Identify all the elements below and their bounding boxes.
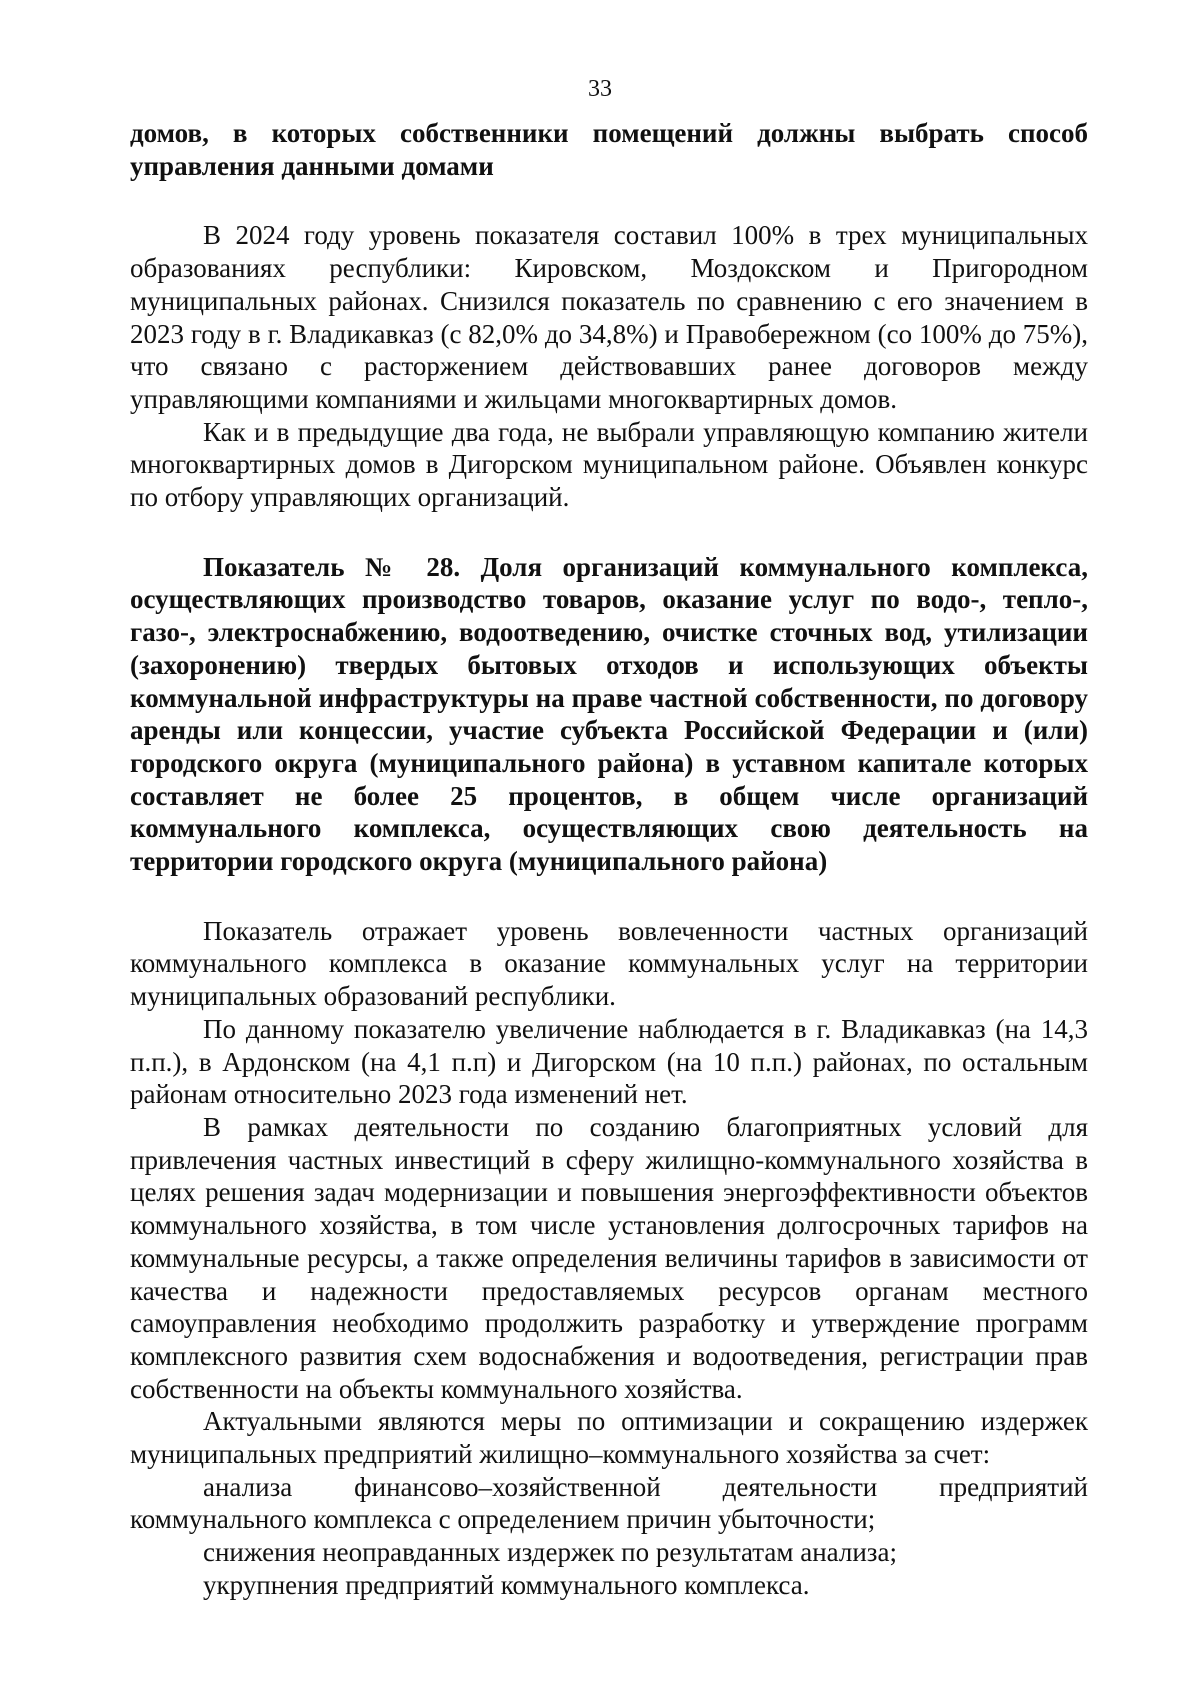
heading-continuation: домов, в которых собственники помещений должны выбрать способ управления данными домами (130, 118, 1088, 181)
indicator-28-heading: Показатель № 28. Доля организаций коммунального комплекса, осуществляющих производство товаров, оказание услуг по водо-, тепло-, газо-, электроснабжению, водоотведению, очистке сточных вод, утилизации (захоронению) твердых бытовых отходов и использующих объекты коммунальной инфраструктуры на праве частной собственности, по договору аренды или концессии, участие субъекта Российской Федерации и (или) городского округа (муниципального района) в уставном капитале которых составляет не более 25 процентов, в общем числе организаций коммунального комплекса, осуществляющих свою деятельность на территории городского округа (муниципального района) (130, 551, 1088, 877)
paragraph: Как и в предыдущие два года, не выбрали управляющую компанию жители многоквартирных домов в Дигорском муниципальном районе. Объявлен конкурс по отбору управляющих организаций. (130, 416, 1088, 513)
list-item: укрупнения предприятий коммунального комплекса. (203, 1569, 810, 1600)
list-item: анализа финансово–хозяйственной деятельности предприятий коммунального комплекса с определением причин убыточности; (130, 1471, 1088, 1535)
list-item: снижения неоправданных издержек по результатам анализа; (203, 1537, 897, 1568)
section-27-text (130, 219, 1088, 513)
indicator-28-text (130, 915, 1088, 1602)
paragraph: Актуальными являются меры по оптимизации и сокращению издержек муниципальных предприятий жилищно–коммунального хозяйства за счет: (130, 1406, 1088, 1470)
page-content (130, 117, 1088, 1602)
paragraph: По данному показателю увеличение наблюдается в г. Владикавказ (на 14,3 п.п.), в Ардонском (на 4,1 п.п) и Дигорском (на 10 п.п.) районах, по остальным районам относительно 2023 года изменений нет. (130, 1013, 1088, 1110)
page-number: 33 (588, 76, 612, 102)
paragraph: Показатель отражает уровень вовлеченности частных организаций коммунального комплекса в оказание коммунальных услуг на территории муниципальных образований республики. (130, 915, 1088, 1012)
paragraph: В 2024 году уровень показателя составил 100% в трех муниципальных образованиях республики: Кировском, Моздокском и Пригородном муниципальных районах. Снизился показатель по сравнению с его значением в 2023 году в г. Владикавказ (с 82,0% до 34,8%) и Правобережном (со 100% до 75%), что связано с расторжением действовавших ранее договоров между управляющими компаниями и жильцами многоквартирных домов. (130, 220, 1088, 414)
paragraph: В рамках деятельности по созданию благоприятных условий для привлечения частных инвестиций в сферу жилищно-коммунального хозяйства в целях решения задач модернизации и повышения энергоэффективности объектов коммунального хозяйства, в том числе установления долгосрочных тарифов на коммунальные ресурсы, а также определения величины тарифов в зависимости от качества и надежности предоставляемых ресурсов органам местного самоуправления необходимо продолжить разработку и утверждение программ комплексного развития схем водоснабжения и водоотведения, регистрации прав собственности на объекты коммунального хозяйства. (130, 1111, 1088, 1404)
